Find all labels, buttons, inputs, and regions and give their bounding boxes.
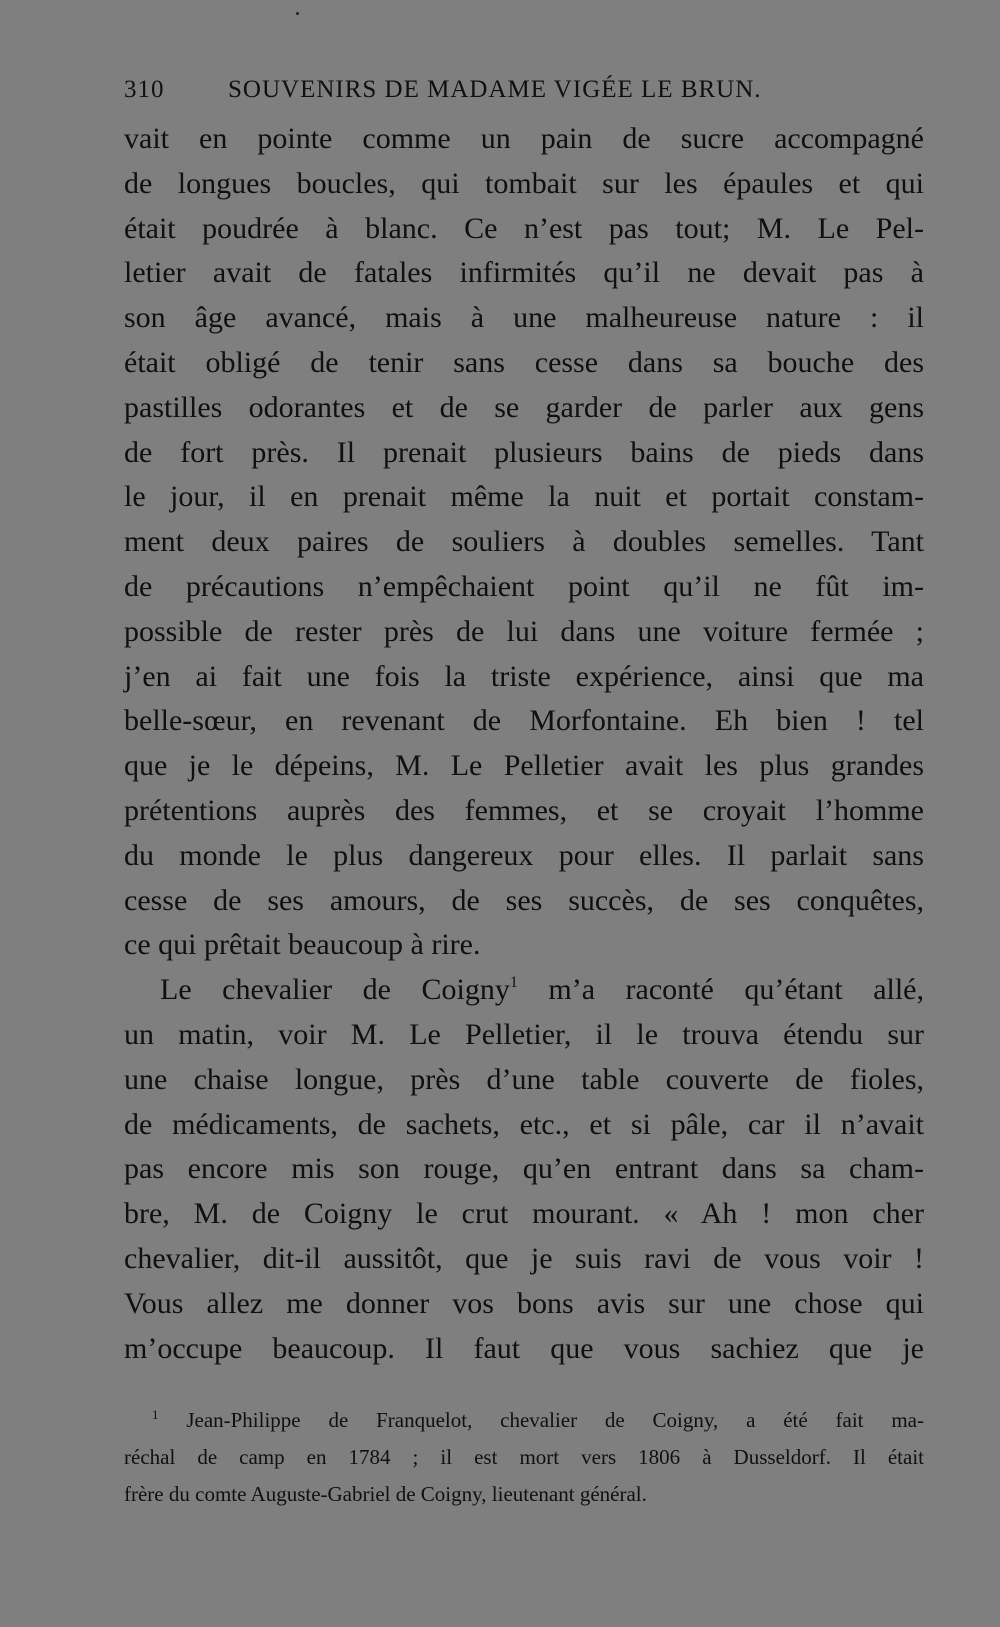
text-line: ce qui prêtait beaucoup à rire. xyxy=(124,928,481,962)
footnote-text: Jean-Philippe de Franquelot, chevalier de Coigny, a été fait ma- xyxy=(158,1408,924,1432)
text-line: letier avait de fatales infirmités qu’il ne devait pas à xyxy=(124,256,924,290)
footnote-line: frère du comte Auguste-Gabriel de Coigny, lieutenant général. xyxy=(124,1482,647,1506)
text-line: vait en pointe comme un pain de sucre accompagné xyxy=(124,122,924,155)
text-line: le jour, il en prenait même la nuit et portait constam- xyxy=(124,480,924,514)
running-head xyxy=(124,70,814,110)
text-line: possible de rester près de lui dans une voiture fermée ; xyxy=(124,614,924,648)
text-line: Vous allez me donner vos bons avis sur une chose qui xyxy=(124,1286,924,1320)
text-line: pastilles odorantes et de se garder de parler aux gens xyxy=(124,390,924,424)
text-line: m’occupe beaucoup. Il faut que vous sachiez que je xyxy=(124,1331,924,1365)
text-line: ment deux paires de souliers à doubles semelles. Tant xyxy=(124,525,924,559)
text-line: pas encore mis son rouge, qu’en entrant dans sa cham- xyxy=(124,1152,924,1186)
footnote-line: réchal de camp en 1784 ; il est mort vers 1806 à Dusseldorf. Il était xyxy=(124,1445,924,1469)
text-line: de précautions n’empêchaient point qu’il ne fût im- xyxy=(124,569,924,603)
body-text xyxy=(124,117,924,1371)
paragraph-opening-line xyxy=(124,968,924,1013)
text-line: du monde le plus dangereux pour elles. Il parlait sans xyxy=(124,838,924,872)
text-line: un matin, voir M. Le Pelletier, il le trouva étendu sur xyxy=(124,1017,924,1051)
text-line: de longues boucles, qui tombait sur les épaules et qui xyxy=(124,166,924,200)
page-number: 310 xyxy=(124,76,165,103)
text-line: de médicaments, de sachets, etc., et si pâle, car il n’avait xyxy=(124,1107,924,1141)
text-line: était poudrée à blanc. Ce n’est pas tout; M. Le Pel- xyxy=(124,211,924,245)
text-line: son âge avancé, mais à une malheureuse nature : il xyxy=(124,301,924,335)
footnote-line xyxy=(124,1402,924,1439)
text-line: belle-sœur, en revenant de Morfontaine. Eh bien ! tel xyxy=(124,704,924,738)
text-line: était obligé de tenir sans cesse dans sa bouche des xyxy=(124,345,924,379)
footnote-mark: 1 xyxy=(152,1407,159,1422)
text-line: j’en ai fait une fois la triste expérience, ainsi que ma xyxy=(124,659,924,693)
footnote-reference: 1 xyxy=(509,974,518,992)
paragraph-opening-text: Le chevalier de Coigny xyxy=(160,973,510,1007)
footnote xyxy=(124,1402,924,1513)
text-line: de fort près. Il prenait plusieurs bains de pieds dans xyxy=(124,435,924,469)
paragraph-opening-text-cont: m’a raconté qu’étant allé, xyxy=(517,973,924,1007)
text-line: cesse de ses amours, de ses succès, de ses conquêtes, xyxy=(124,883,924,917)
scan-speck xyxy=(296,12,299,15)
running-title: SOUVENIRS DE MADAME VIGÉE LE BRUN. xyxy=(228,76,762,103)
text-line: que je le dépeins, M. Le Pelletier avait les plus grandes xyxy=(124,749,924,783)
text-line: chevalier, dit-il aussitôt, que je suis ravi de vous voir ! xyxy=(124,1241,924,1275)
text-line: bre, M. de Coigny le crut mourant. « Ah ! mon cher xyxy=(124,1197,924,1231)
text-line: prétentions auprès des femmes, et se croyait l’homme xyxy=(124,793,924,827)
text-line: une chaise longue, près d’une table couverte de fioles, xyxy=(124,1062,924,1096)
